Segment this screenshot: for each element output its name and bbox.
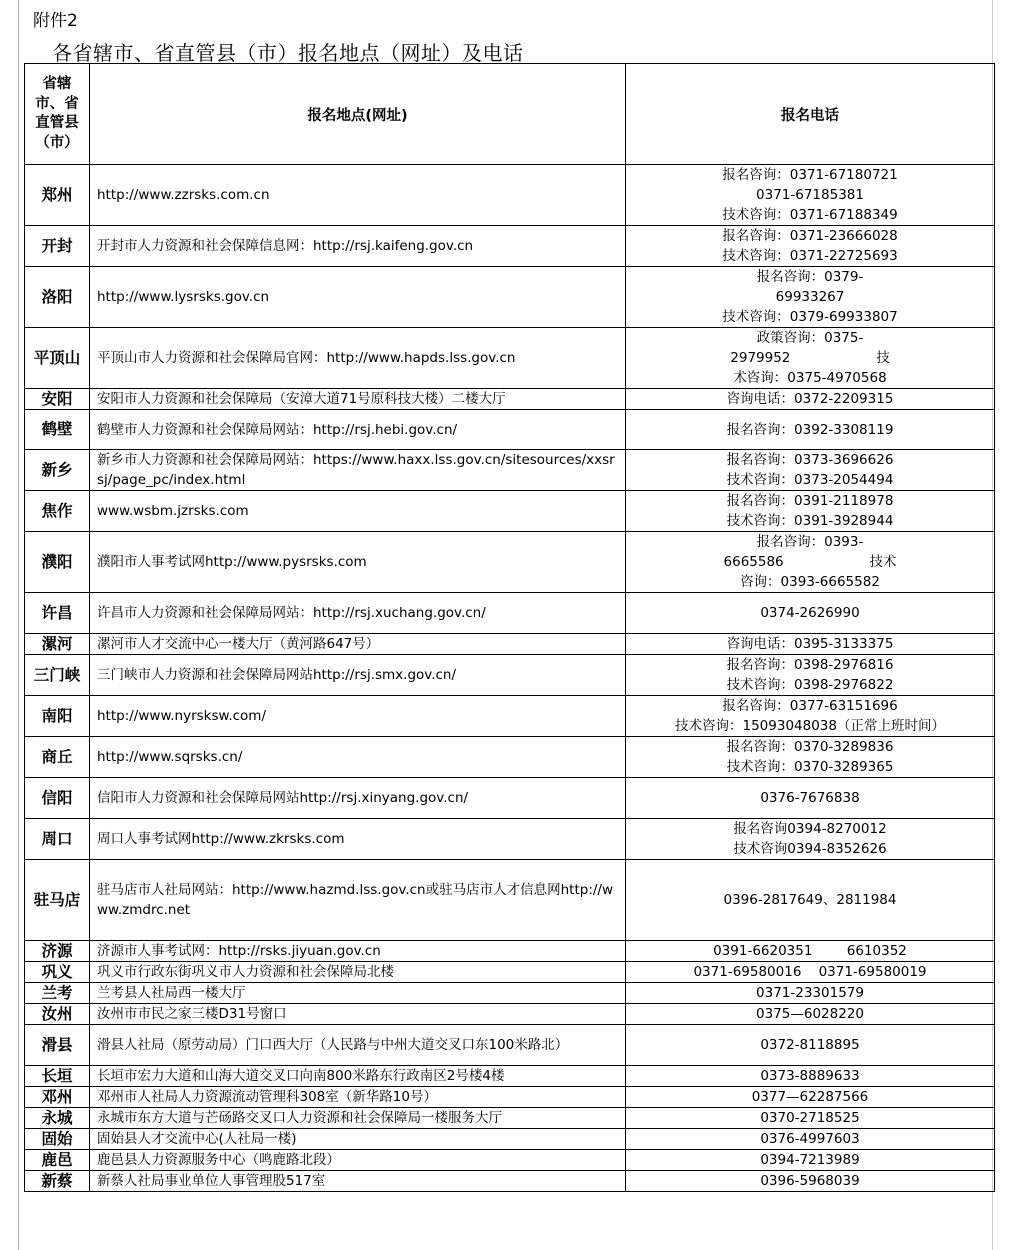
phone-line: 0391-6620351 6610352 — [713, 943, 907, 959]
table-row — [25, 165, 995, 226]
table-row — [25, 737, 995, 778]
phone-cell — [626, 1087, 995, 1108]
registration-table — [24, 63, 995, 1192]
phone-line: 报名咨询：0373-3696626 — [726, 452, 894, 468]
phone-cell — [626, 1129, 995, 1150]
phone-line: 0371-69580016 0371-69580019 — [693, 964, 927, 980]
table-row — [25, 389, 995, 410]
city-cell: 新蔡 — [25, 1171, 90, 1192]
phone-line: 2979952 技 — [730, 350, 890, 366]
phone-line: 技术咨询：0371-67188349 — [722, 207, 898, 223]
city-cell: 洛阳 — [25, 267, 90, 328]
phone-cell — [626, 593, 995, 634]
phone-cell — [626, 1171, 995, 1192]
city-cell: 固始 — [25, 1129, 90, 1150]
table-row — [25, 696, 995, 737]
site-cell: 安阳市人力资源和社会保障局（安漳大道71号原科技大楼）二楼大厅 — [90, 389, 626, 410]
city-cell: 焦作 — [25, 491, 90, 532]
phone-line: 6665586 技术 — [723, 554, 897, 570]
table-row — [25, 1150, 995, 1171]
table-row — [25, 819, 995, 860]
phone-cell — [626, 962, 995, 983]
phone-line: 咨询电话：0395-3133375 — [726, 636, 894, 652]
city-cell: 兰考 — [25, 983, 90, 1004]
site-cell: 鹤壁市人力资源和社会保障局网站：http://rsj.hebi.gov.cn/ — [90, 410, 626, 450]
table-row — [25, 962, 995, 983]
phone-line: 0377—62287566 — [751, 1089, 869, 1105]
phone-line: 技术咨询：0398-2976822 — [726, 677, 894, 693]
phone-line: 技术咨询：0371-22725693 — [722, 248, 898, 264]
site-cell: 汝州市市民之家三楼D31号窗口 — [90, 1004, 626, 1025]
phone-line: 技术咨询：0370-3289365 — [726, 759, 894, 775]
site-cell: 新蔡人社局事业单位人事管理股517室 — [90, 1171, 626, 1192]
phone-cell — [626, 226, 995, 267]
site-cell: 长垣市宏力大道和山海大道交叉口向南800米路东行政南区2号楼4楼 — [90, 1066, 626, 1087]
city-cell: 滑县 — [25, 1025, 90, 1066]
table-row — [25, 778, 995, 819]
phone-line: 报名咨询：0370-3289836 — [726, 739, 894, 755]
table-row — [25, 1066, 995, 1087]
site-cell: 固始县人才交流中心(人社局一楼) — [90, 1129, 626, 1150]
phone-line: 0370-2718525 — [760, 1110, 860, 1126]
table-row — [25, 1129, 995, 1150]
city-cell: 开封 — [25, 226, 90, 267]
table-row — [25, 450, 995, 491]
phone-cell — [626, 450, 995, 491]
site-cell: 濮阳市人事考试网http://www.pysrsks.com — [90, 532, 626, 593]
city-cell: 郑州 — [25, 165, 90, 226]
phone-line: 0376-4997603 — [760, 1131, 860, 1147]
phone-line: 0396-2817649、2811984 — [723, 892, 897, 908]
table-row — [25, 491, 995, 532]
table-row — [25, 410, 995, 450]
table-row — [25, 655, 995, 696]
city-cell: 安阳 — [25, 389, 90, 410]
phone-cell — [626, 1108, 995, 1129]
phone-cell — [626, 410, 995, 450]
phone-line: 技术咨询：0373-2054494 — [726, 472, 894, 488]
phone-line: 技术咨询：0391-3928944 — [726, 513, 894, 529]
phone-cell — [626, 165, 995, 226]
phone-cell — [626, 389, 995, 410]
phone-cell — [626, 696, 995, 737]
phone-line: 0372-8118895 — [760, 1037, 860, 1053]
phone-line: 报名咨询：0371-67180721 — [722, 167, 898, 183]
site-cell: 信阳市人力资源和社会保障局网站http://rsj.xinyang.gov.cn/ — [90, 778, 626, 819]
city-cell: 濮阳 — [25, 532, 90, 593]
site-cell: http://www.nyrsksw.com/ — [90, 696, 626, 737]
phone-line: 0376-7676838 — [760, 790, 860, 806]
site-cell: 兰考县人社局西一楼大厅 — [90, 983, 626, 1004]
site-cell: 鹿邑县人力资源服务中心（鸣鹿路北段） — [90, 1150, 626, 1171]
phone-cell — [626, 328, 995, 389]
city-cell: 南阳 — [25, 696, 90, 737]
phone-line: 0373-8889633 — [760, 1068, 860, 1084]
site-cell: 周口人事考试网http://www.zkrsks.com — [90, 819, 626, 860]
phone-cell — [626, 532, 995, 593]
phone-cell — [626, 634, 995, 655]
header-phone: 报名电话 — [626, 64, 995, 165]
site-cell: 开封市人力资源和社会保障信息网：http://rsj.kaifeng.gov.cn — [90, 226, 626, 267]
city-cell: 新乡 — [25, 450, 90, 491]
site-cell: 平顶山市人力资源和社会保障局官网：http://www.hapds.lss.gov.cn — [90, 328, 626, 389]
city-cell: 商丘 — [25, 737, 90, 778]
phone-line: 报名咨询：0398-2976816 — [726, 657, 894, 673]
city-cell: 平顶山 — [25, 328, 90, 389]
attachment-label: 附件2 — [33, 11, 78, 31]
site-cell: 济源市人事考试网：http://rsks.jiyuan.gov.cn — [90, 941, 626, 962]
phone-line: 0375—6028220 — [756, 1006, 864, 1022]
phone-line: 咨询：0393-6665582 — [740, 574, 880, 590]
city-cell: 鹿邑 — [25, 1150, 90, 1171]
table-row — [25, 1004, 995, 1025]
phone-line: 咨询电话：0372-2209315 — [726, 391, 894, 407]
phone-line: 0371-23301579 — [756, 985, 864, 1001]
city-cell: 漯河 — [25, 634, 90, 655]
phone-cell — [626, 267, 995, 328]
phone-cell — [626, 983, 995, 1004]
site-cell: 驻马店市人社局网站：http://www.hazmd.lss.gov.cn或驻马店市人才信息网http://www.zmdrc.net — [90, 860, 626, 941]
phone-line: 报名咨询：0393- — [756, 534, 864, 550]
phone-line: 0371-67185381 — [756, 187, 864, 203]
phone-cell — [626, 655, 995, 696]
site-cell: 滑县人社局（原劳动局）门口西大厅（人民路与中州大道交叉口东100米路北） — [90, 1025, 626, 1066]
site-cell: 许昌市人力资源和社会保障局网站：http://rsj.xuchang.gov.cn/ — [90, 593, 626, 634]
city-cell: 巩义 — [25, 962, 90, 983]
site-cell: 永城市东方大道与芒砀路交叉口人力资源和社会保障局一楼服务大厅 — [90, 1108, 626, 1129]
phone-cell — [626, 860, 995, 941]
site-cell: 漯河市人才交流中心一楼大厅（黄河路647号） — [90, 634, 626, 655]
phone-cell — [626, 1004, 995, 1025]
phone-line: 术咨询：0375-4970568 — [733, 370, 887, 386]
city-cell: 信阳 — [25, 778, 90, 819]
table-row — [25, 593, 995, 634]
phone-line: 69933267 — [775, 289, 845, 305]
site-cell: 巩义市行政东街巩义市人力资源和社会保障局北楼 — [90, 962, 626, 983]
city-cell: 许昌 — [25, 593, 90, 634]
phone-line: 报名咨询：0377-63151696 — [722, 698, 898, 714]
site-cell: http://www.lysrsks.gov.cn — [90, 267, 626, 328]
site-cell: 新乡市人力资源和社会保障局网站：https://www.haxx.lss.gov.cn/sitesources/xxsrsj/page_pc/index.html — [90, 450, 626, 491]
document-title: 各省辖市、省直管县（市）报名地点（网址）及电话 — [52, 41, 524, 65]
table-row — [25, 941, 995, 962]
site-cell: 邓州市人社局人力资源流动管理科308室（新华路10号） — [90, 1087, 626, 1108]
phone-cell — [626, 778, 995, 819]
table-row — [25, 860, 995, 941]
site-cell: www.wsbm.jzrsks.com — [90, 491, 626, 532]
table-row — [25, 983, 995, 1004]
city-cell: 驻马店 — [25, 860, 90, 941]
phone-cell — [626, 1025, 995, 1066]
phone-line: 0396-5968039 — [760, 1173, 860, 1189]
header-site: 报名地点(网址) — [90, 64, 626, 165]
phone-cell — [626, 1066, 995, 1087]
site-cell: http://www.zzrsks.com.cn — [90, 165, 626, 226]
phone-line: 技术咨询：0379-69933807 — [722, 309, 898, 325]
phone-cell — [626, 941, 995, 962]
table-row — [25, 1108, 995, 1129]
city-cell: 汝州 — [25, 1004, 90, 1025]
phone-line: 报名咨询：0392-3308119 — [726, 421, 894, 438]
city-cell: 三门峡 — [25, 655, 90, 696]
table-row — [25, 532, 995, 593]
site-cell: http://www.sqrsks.cn/ — [90, 737, 626, 778]
page-margin-line — [18, 0, 19, 1250]
city-cell: 周口 — [25, 819, 90, 860]
header-city: 省辖市、省直管县（市） — [25, 64, 90, 165]
site-cell: 三门峡市人力资源和社会保障局网站http://rsj.smx.gov.cn/ — [90, 655, 626, 696]
table-row — [25, 267, 995, 328]
table-row — [25, 328, 995, 389]
table-row — [25, 1025, 995, 1066]
city-cell: 济源 — [25, 941, 90, 962]
phone-line: 0374-2626990 — [760, 605, 860, 621]
city-cell: 永城 — [25, 1108, 90, 1129]
phone-cell — [626, 737, 995, 778]
phone-line: 报名咨询：0379- — [756, 269, 864, 285]
city-cell: 长垣 — [25, 1066, 90, 1087]
phone-line: 0394-7213989 — [760, 1152, 860, 1168]
table-row — [25, 1087, 995, 1108]
phone-cell — [626, 1150, 995, 1171]
table-row — [25, 1171, 995, 1192]
phone-line: 技术咨询：15093048038（正常上班时间） — [675, 718, 945, 734]
phone-line: 报名咨询0394-8270012 — [733, 821, 887, 837]
phone-line: 技术咨询0394-8352626 — [733, 841, 887, 857]
phone-line: 报名咨询：0391-2118978 — [726, 493, 894, 509]
phone-line: 报名咨询：0371-23666028 — [722, 228, 898, 244]
phone-line: 政策咨询：0375- — [756, 330, 864, 346]
table-row — [25, 634, 995, 655]
table-row — [25, 226, 995, 267]
city-cell: 邓州 — [25, 1087, 90, 1108]
city-cell: 鹤壁 — [25, 410, 90, 450]
phone-cell — [626, 819, 995, 860]
phone-cell — [626, 491, 995, 532]
